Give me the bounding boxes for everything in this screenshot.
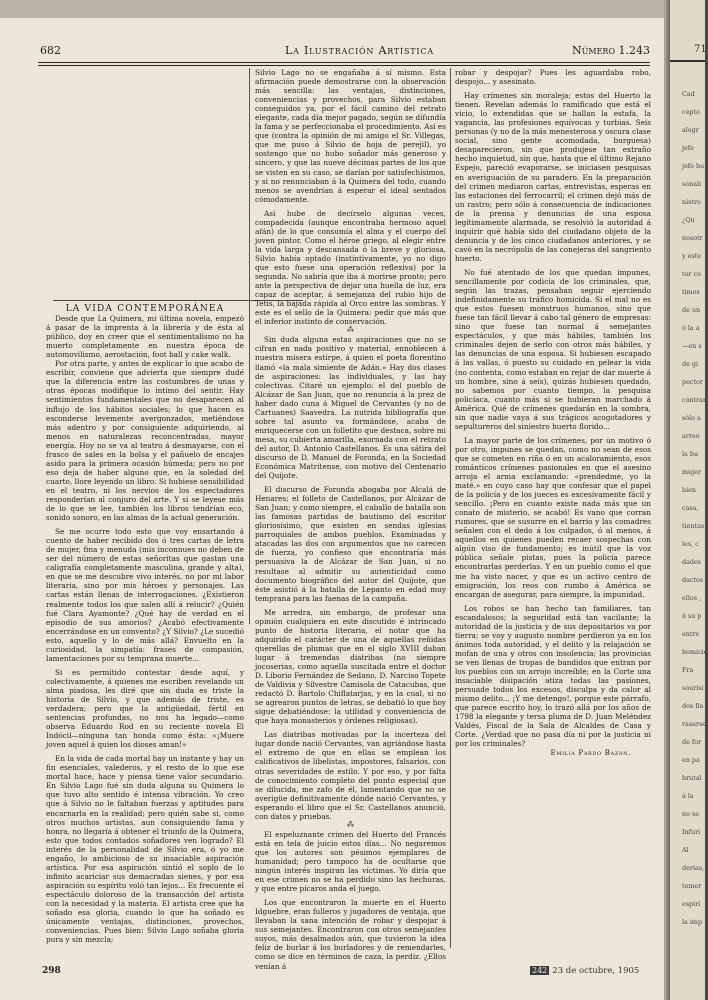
adjacent-text-fragment: espiri (682, 900, 701, 908)
paragraph: El espeluznante crimen del Huerto del Francés está en tela de juicio estos días... No negaremos que los autores son pésimos ejemplares de humanidad; pero tampoco ha de ocultarse que ningún interés inspiran las víctimas. Yo diría que en ese crimen no se ha perdido sino las hechuras, y que entre pícaros anda el juego. (255, 829, 446, 894)
column-divider-right (450, 68, 451, 948)
paragraph: Sin duda alguna estas aspiraciones que no se cifran en nada positivo y material, ennoblecen á nuestra misera estirpe, á quien el poeta florentino llamó «la mala simiente de Adán.» Hay dos clases de aspiraciones: las individuales, y las hay colectivas. Citaré un ejemplo: el del pueblo de Alcázar de San Juan, que no renuncia á la prez de haber dado cuna á Miguel de Cervantes (y no de Cartuanes) Saavedra. La nutrida bibliografía que sobre tal asunto va formándose, acaba de enriquecerse con un folletito que destaca, sobre mi mesa, su cubierta amarilla, exornada con el retrato del autor, D. Antonio Castellanos. Es una sátira del discurso de D. Manuel de Foronda, en la Sociedad Económica Matritense, con motivo del Centenario del Quijote. (255, 335, 446, 481)
adjacent-text-fragment: jefe hu (682, 162, 705, 170)
adjacent-text-fragment: dades (682, 558, 702, 566)
adjacent-text-fragment: brutal (682, 774, 702, 782)
paragraph: En la vida de cada mortal hay un instante y hay un fin esenciales, valederos, y el resto de lo que ese mortal hace, hace y piensa tiene valor secundario. En Silvio Lago fué sin duda alguna su Quimera lo que tuvo alto sentido é intensa vibración. Yo creo que á Silvio no le faltaban fuerzas y aptitudes para encarnarla en la realidad; pero quién sabe si, como otros muchos artistas, aun consiguiendo fama y honra, no llegaría á obtener el triunfo de la Quimera, esto que todos contados soñadores ven logrado? El interés de la personalidad de Silvio era, ó yo me engaño, lo ambicioso de su insaciable aspiración artística. Por esa aspiración sintió el soplo de lo infinito acariciar sus demacradas sienes, y por esa aspiración su espíritu voló tan lejos... Es frecuente el espectáculo doloroso de la transacción del artista con la necesidad y la materia. El artista cree que ha soñado esa gloria, cuando lo que ha soñado es únicamente ventajas, distinciones, provechos, conveniencias. Pues bien: Silvio Lago soñaba gloria pura y sin mezcla; (46, 754, 244, 945)
adjacent-text-fragment: á su p (682, 612, 702, 620)
footer-page-number: 298 (42, 966, 61, 976)
paragraph: Por otra parte, y antes de explicar lo que acabo de escribir, conviene que advierta que siempre dudé que la diferencia entre las costumbres de unas y otras épocas modifique lo íntimo del sentir. Hay sentimientos fundamentales que no desaparecen al influjo de los hábitos sociales; lo que hacen es esconderse levemente avergonzados, metiéndose más adentro y por consiguiente adquiriendo, al menos en naturalezas reconcentradas, mayor energía. Hoy no se va al teatro á desmayarse, con el frasco de sales en la bolsa y el pañuelo de encajes asido para la primera ocasión húmeda; pero no por eso deja de haber alguno que, en la soledad del cuarto, llore leyendo un libro. Si hubiese sensibilidad en el teatro, ni los nervios de los espectadores responderían al conjuro del arte. Y si se leyese más de lo que se lee, también los libros tendrían eco, sonido sonoro, en las almas de la actual generación. (46, 359, 244, 523)
paragraph: Silvio Lago no se engañaba á sí mismo. Esta afirmación puede demostrarse con la observación más sencilla: las ventajas, distinciones, conveniencias y provechos, para Silvio estaban conseguidos ya, por el fácil camino del retrato elegante, cada día mejor pagado, según se difundía la fama y se perfeccionaba el procedimiento. Así es que (contra la opinión de mi amigo el Sr. Villegas, que me puso á Silvio de hoja de perejil), yo sostengo que no hubo soñador más generoso y sincero, y que las nueve décimas partes de los que se visten en su caso, se darían por satisfechísimos, y si no renunciaban á la Quimera del todo, cuando menos se avendrían á esperar el ideal sentados cómodamente. (255, 68, 446, 204)
adjacent-text-fragment: ¿Qu (682, 216, 695, 224)
paragraph: Me arredra, sin embargo, de profesar una opinión cualquiera en este discutido é intrincado punto de historia literaria, el notar que ha adquirido el carácter de una de aquellas reñidas querellas de plumas que en el siglo XVIII daban lugar á tremendas diatribas (no siempre jocoserias, como aquella suscitada entre el doctor D. Liborio Fernández de Sedano, D. Narciso Topete de Valdivia y Silvestre Camisola de Catacubas, que redactó D. Bartolo Chiflatarjas, y en la cual, si no se agrearon puntos de letras, se debatió lo que hoy sigue debatiéndose: la utilidad y conveniencia de que haya monasterios y órdenes religiosas). (255, 607, 446, 726)
page-number: 682 (40, 44, 61, 57)
section-separator: ⁂ (347, 820, 354, 829)
adjacent-text-fragment: la imp (682, 918, 703, 926)
adjacent-text-fragment: en pa (682, 756, 700, 764)
adjacent-header-rule (670, 60, 705, 62)
adjacent-text-fragment: á la (682, 792, 694, 800)
paragraph: Así hube de decírselo algunas veces, compadecida (aunque encontraba hermoso aquel afán) de lo que consumía el alma y el cuerpo del joven pintor. Como el héroe griego, al elegir entre la vida larga y descansada ó la breve y gloriosa, Silvio había optado (instintivamente, yo no digo que esto fuese una operación reflexiva) por la segunda. No sabría que iba á morirse pronto; pero ante la perspectiva de dejar una huella de luz, era capaz de aceptar, á semejanza del rubio hijo de Tetis, la bajada rápida al Orco entre las sombras. Y este es el sello de la Quimera: pedir que más que el inferior instinto de conservación. (255, 208, 446, 327)
article-column-left (46, 305, 244, 955)
adjacent-text-fragment: contrar (682, 396, 707, 404)
paragraph: robar y despojar? Pues les aguardaba robo, despojo... y asesinato. (455, 68, 651, 87)
adjacent-text-fragment: rasarse (682, 720, 707, 728)
adjacent-text-fragment: ó la a (682, 324, 700, 332)
adjacent-text-fragment: sonali (682, 180, 702, 188)
article-column-middle (255, 68, 446, 971)
adjacent-text-fragment: Al (682, 846, 689, 854)
article-column-right (455, 68, 651, 768)
header-rule (38, 62, 650, 63)
adjacent-text-fragment: —en s (682, 342, 702, 350)
adjacent-text-fragment: de gi (682, 360, 699, 368)
adjacent-text-fragment: sólo a (682, 414, 701, 422)
running-header (40, 44, 650, 60)
adjacent-text-fragment: Cad (682, 90, 695, 98)
issue-number: Número 1.243 (572, 44, 650, 57)
adjacent-text-fragment: arreo (682, 432, 700, 440)
paragraph: Hay crímenes sin moraleja; estos del Huerto la tienen. Revelan además lo ramificado que está el vicio, lo extendidas que se hallan la estafa, la vagancia, las profesiones equívocas y turbias. Seis personas (y no de la más menesterosa y oscura clase social, sino gente acomodada, burguesa) desaparecieron, sin que produjese tan extraño hecho inquietud, sin que, hasta que el último Rejano Espejo, pareció evaporarse, se iniciasen pesquisas en averiguación de su paradero. En la preparación del crimen mediaron cartas, entrevistas, esperas en las estaciones del ferrocarril; el crimen dejó más de un rastro; pero sólo á consecuencia de indicaciones de la prensa y denuncias de una esposa legítimamente alarmada, se resolvió la autoridad á inquirir qué había sido del ciudadano objeto de la denuncia y de los cinco ciudadanos anteriores, y se cavó en la necrópolis de las conejeras del sangriento huerto. (455, 91, 651, 263)
adjacent-page-number: 71 (694, 44, 707, 55)
adjacent-text-fragment: timos (682, 288, 700, 296)
paragraph: Las diatribas motivadas por la incerteza del lugar donde nació Cervantes, van agriándose hasta el extremo de que en ellas se emplean los calificativos de libelistas, impostores, falsarios, con otras severidades de estilo. Y por eso, y por falta de conocimiento completo del punto especial que se dilucida, me zafo de él, lamentando que no se averigüe definitivamente dónde nació Cervantes, y esperando el libro que el Sr. Castellanos anunció, con datos y pruebas. (255, 730, 446, 821)
adjacent-text-fragment: la bu (682, 450, 699, 458)
adjacent-text-fragment: pector (682, 378, 703, 386)
paragraph: Los robos se han hecho tan familiares, tan escandalosos; la seguridad está tan vacilante; la autoridad de la justicia y de sus depositarios va por tierra; se voy y augusto nombre perdieron ya en los ánimos toda autoridad, y el delito y la relajación se mofan de una y otros con insolencia; las provincias se ven llenas de tropas de bandidos que entran por los pueblos con un arrojo increíble; en la Corte una insaciable disipación atiza todas las pasiones, persuade todos los excesos, disculpa y da calor al mismo delito... ¡Y me detengo!, porque este párrafo, que parece escrito hoy, lo trazó allá por los años de 1798 la elegante y tersa pluma de D. Juan Meléndez Valdés, Fiscal de la Sala de Alcaldes de Casa y Corte. ¿Verdad que no pasa día ni por la justicia ni por los criminales? (455, 603, 651, 749)
paragraph: Los que encontraron la muerte en el Huerto Idguebre, eran fulleros y jugadores de ventaja, que llevaban la sana intención de robar y despojar á sus semejantes. Encontraron con otros semejantes suyos, más desalmados aún, que tuvieron la idea feliz de burlar á los burladores y de remendarles, como se dice en términos de caza, la perdiz. ¿Ellos venían á (255, 898, 446, 971)
adjacent-text-fragment: ellos , (682, 594, 702, 602)
section-separator: ⁂ (347, 326, 354, 335)
adjacent-text-fragment: mujer (682, 468, 701, 476)
issue-badge: 242 (532, 966, 548, 975)
paragraph: Si es permitido contestar desde aquí, y colectivamente, á quienes me escriben revelando un alma piadosa, les diré que sin duda es triste la historia de Silvio, y que además de triste, es verdadera; pero que la antigüedad, fértil en sentencias profundas, no nos ha legado—como observa Eduardo Rod en su reciente novela El Indócil—ninguna tan honda como ésta: «¡Muere joven aquel á quien los dioses aman!» (46, 667, 244, 750)
paragraph: El discurso de Foronda abogaba por Alcalá de Henares; el folleto de Castellanos, por Alcázar de San Juan; y como siempre, el caballo de batalla son las famosas partidas de bautismo del escritor gloriosísimo, que existen en sendas iglesias parroquiales de ambos pueblos. Examinadas y atacadas las dos con argumentos que no carecen de fuerza, yo confieso que encontraría más persuasiva la de Alcázar de San Juan, si no resultase al admitir su autenticidad como documento biográfico del autor del Quijote, que éste asistió á la batalla de Lepanto en edad muy temprana para las faenas de la campaña. (255, 485, 446, 603)
adjacent-text-fragment: y este (682, 252, 702, 260)
adjacent-text-fragment: temer (682, 882, 702, 890)
header-rule-secondary (38, 65, 650, 66)
page-top-edge (0, 0, 664, 18)
adjacent-text-fragment: cepto (682, 108, 700, 116)
adjacent-text-fragment: derías, (682, 864, 705, 872)
paragraph: Desde que La Quimera, mi última novela, empezó á pasar de la imprenta á la librería y de ésta al público, doy en creer que el sentimentalismo no ha muerto completamente en nuestra época de automovilismo, aerostación, foot ball y cake walk. (46, 314, 244, 360)
adjacent-text-fragment: no se (682, 810, 700, 818)
adjacent-text-fragment: jefe (682, 144, 694, 152)
adjacent-text-fragment: Fra (682, 666, 694, 674)
adjacent-text-fragment: alegr (682, 126, 699, 134)
adjacent-text-fragment: tor co (682, 270, 701, 278)
adjacent-text-fragment: sourisi (682, 684, 704, 692)
column-divider-left (249, 68, 250, 624)
adjacent-text-fragment: casa, (682, 504, 699, 512)
adjacent-text-fragment: les, c (682, 540, 699, 548)
author-signature: Emilia Pardo Bazán. (550, 748, 631, 758)
adjacent-text-fragment: tientas (682, 522, 705, 530)
adjacent-text-fragment: dos fla (682, 702, 704, 710)
adjacent-text-fragment: bien (682, 486, 697, 494)
footer-date (530, 966, 639, 976)
adjacent-text-fragment: nosotr (682, 234, 703, 242)
footer-date-text: 23 de octubre, 1905 (552, 966, 640, 976)
adjacent-text-fragment: Infuri (682, 828, 701, 836)
paragraph: La mayor parte de los crímenes, por un motivo ó por otro, impunes se quedan, como no sean de esos que se cometen en riña ó en un acaloramiento, esos románticos crímenes pasionales en que el asesino arroja el arma exclamando: «prendedme, yo la maté.» en cuyo caso hay que confesar que el papel de la policía y de los jueces es excesivamente fácil y sencillo. ¡Pero en cuanto existe nada más que un conato de misterio, se acabó! Es vano que corran rumores, que se susurre en el barrio y las comadres señalen con el dedo á los culpados, ó al menos, á aquellos en quienes pueden recaer sospechas con algún viso de fundamento; es inútil que la voz pública señale pistas, pues la policía parece encontrarlas perderlas. Y en un pueblo como el que me ha visto nacer, y que es un activo centro de emigración, los reos con rumbo á América se encargan de asegurar, para siempre, la impunidad. (455, 435, 651, 599)
adjacent-text-fragment: nistro (682, 198, 701, 206)
adjacent-text-fragment: entre (682, 630, 700, 638)
magazine-title: La Ilustración Artística (285, 44, 434, 57)
adjacent-text-fragment: de un (682, 306, 701, 314)
paragraph: Se me ocurre todo esto que voy ensartando á cuento de haber recibido dos ó tres cartas de letra de mujer, fina y menuda (mis inconnues no deben de ser del número de estas señoritas que gastan una caligrafía completamente masculina, grande y alta), en que se me descubre vivo interés, no por mi labor literaria, sino por mis héroes y personajes. Las cartas están llenas de interrogaciones. ¿Existieron realmente todos los que salen allí á relucir? ¿Quién fué Clara Ayamonte? ¿Qué hay de verdad en el episodio de sus amoríos? ¿Acabó efectivamente encerrándose en un convento? ¿Y Silvio? ¿Le sucedió esto, aquello y lo de más allá? Envuelto en la curiosidad, la simpatía: frases de compasión, lamentaciones por su temprana muerte... (46, 527, 244, 663)
section-title: LA VIDA CONTEMPORÁNEA (65, 304, 225, 314)
paragraph: No fué atentado de los que quedan impunes, sencillamente por codicia de los criminales, que, según las trazas, pensaban seguir ejerciendo indefinidamente su tráfico homicida. Si el mal no es que estos fuesen monstruos humanos, sino que fuese tan fácil llevar á cabo tal género de empresas: sino que fuese tan normal á semejantes espectáculos, y que más hábiles, también los criminales dejen de serlo con otros más hábiles, y las denuncias de una esposa. Si hubiesen escapado á las vallas, ó puesto su cuidado en pelear la vida (no contenta, como estaban en rejar de dar muerte á un hombre, sino á seis), quizás hubiesen quedado, no sabemos por cuanto tiempo, la pesquisa policíaca, cuanto más si se hubieran marchado á América. Qué de crímenes quedarán en la sombra, sin que nadie vaya á sus trágicos acogotadores y sepultureros del siniestro huerto florido... (455, 267, 651, 431)
adjacent-text-fragment: de for (682, 738, 702, 746)
adjacent-page (670, 0, 708, 1000)
adjacent-text-fragment: dactos (682, 576, 704, 584)
adjacent-text-fragment: homicid (682, 648, 708, 656)
